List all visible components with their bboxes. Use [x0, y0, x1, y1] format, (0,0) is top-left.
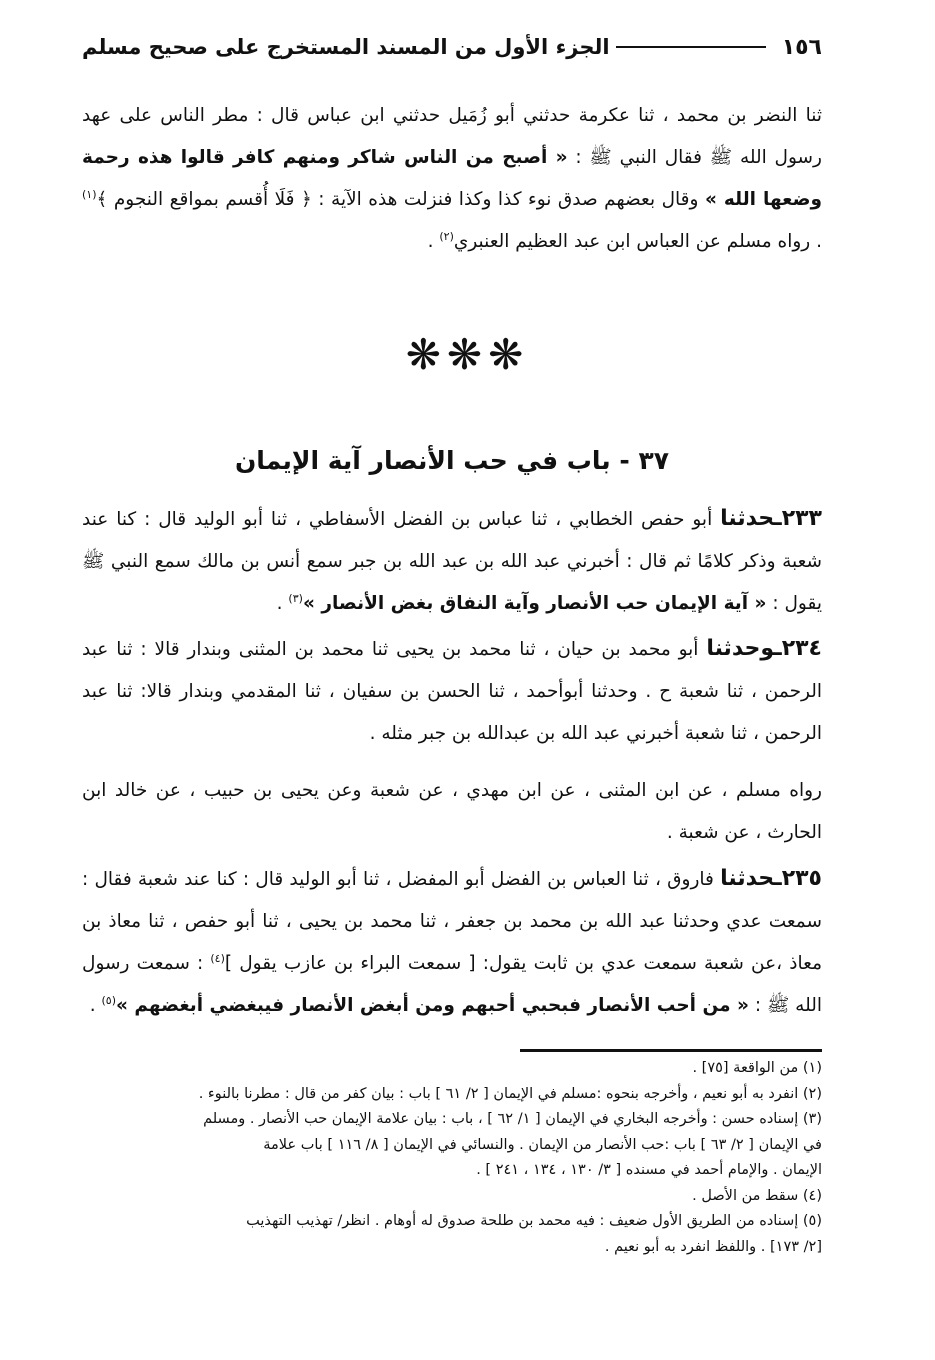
- footnote-rule: [520, 1049, 822, 1052]
- footnote-ref: (١): [82, 187, 97, 201]
- intro-text: وقال بعضهم صدق نوء كذا وكذا فنزلت هذه الآية :: [311, 189, 705, 210]
- footnote-3-continued: في الإيمان [ ٢/ ٦٣ ] باب :حب الأنصار من الإيمان . والنسائي في الإيمان [ ٨/ ١١٦ ] باب علامة: [263, 1136, 822, 1153]
- footnote-5: (٥) إسناده من الطريق الأول ضعيف : فيه محمد بن طلحة صدوق له أوهام . انظر/ تهذيب التهذيب: [246, 1213, 822, 1229]
- header-rule: [616, 46, 766, 48]
- page-header: [82, 28, 822, 66]
- footnote-4: (٤) سقط من الأصل .: [692, 1187, 822, 1204]
- hadith-text: أبو حفص الخطابي ، ثنا عباس بن الفضل الأسفاطي ، ثنا أبو الوليد قال : كنا عند شعبة وذكر كلامًا ثم قال : أخبرني عبد الله بن عبد الله بن جبر سمع أنس بن مالك سمع النبي ﷺ يقول :: [82, 509, 822, 614]
- intro-hadith: « أصبح من الناس شاكر ومنهم كافر قالوا هذه رحمة وضعها الله »: [82, 147, 823, 210]
- hadith-text: أبو محمد بن حيان ، ثنا محمد بن يحيى ثنا محمد بن المثنى وبندار قالا : ثنا عبد الرحمن ، ثنا شعبة ح . وحدثنا أبوأحمد ، ثنا الحسن بن سفيان ، ثنا المقدمي وبندار قالا: ثنا عبد الرحمن ، ثنا شعبة أخبرني عبد الله بن عبدالله بن جبر مثله .: [82, 639, 822, 744]
- running-title: الجزء الأول من المسند المستخرج على صحيح مسلم: [82, 35, 610, 59]
- hadith-233: [82, 498, 822, 625]
- hadith-234: [82, 628, 822, 755]
- footnote-ref: (٣): [288, 591, 303, 605]
- chapter-title: ٣٧ - باب في حب الأنصار آية الإيمان: [234, 446, 670, 475]
- footnote-1: (١) من الواقعة [٧٥] .: [692, 1060, 822, 1076]
- hadith-text: فاروق ، ثنا العباس بن الفضل أبو المفضل ، ثنا أبو الوليد قال : كنا عند شعبة فقال : سمعت عدي وحدثنا عبد الله بن محمد بن جعفر ، ثنا محمد بن يحيى ، ثنا أبو حفص ، ثنا معاذ بن معاذ ،عن شعبة سمعت عدي بن ثابت يقول: [ سمعت البراء بن عازب يقول ]: [82, 869, 822, 974]
- intro-text: . رواه مسلم عن العباس ابن عبد العظيم العنبري: [453, 231, 822, 252]
- footnote-5-continued: [٢/ ١٧٣] . واللفظ انفرد به أبو نعيم .: [604, 1238, 822, 1255]
- intro-text: .: [427, 231, 440, 252]
- intro-text: ثنا النضر بن محمد ، ثنا عكرمة حدثني أبو زُمَيل حدثني ابن عباس قال : مطر الناس على عهد رسول الله ﷺ فقال النبي ﷺ :: [82, 105, 822, 168]
- footnote-3: (٣) إسناده حسن : وأخرجه البخاري في الإيمان [ ١/ ٦٢ ] ، باب : بيان علامة الإيمان حب الأنصار . ومسلم: [203, 1111, 822, 1127]
- hadith-235: [82, 858, 822, 1027]
- page-number: ١٥٦: [781, 34, 822, 60]
- footnote-ref: (٢): [439, 229, 454, 243]
- riwaya-text: رواه مسلم ، عن ابن المثنى ، عن ابن مهدي ، عن شعبة وعن يحيى بن حبيب ، عن خالد ابن الحارث ، عن شعبة .: [82, 780, 822, 843]
- riwaya-paragraph: [82, 770, 822, 854]
- hadith-matn: « آية الإيمان حب الأنصار وآية النفاق بغض الأنصار »: [302, 593, 767, 614]
- hadith-number: ٢٣٣ـ: [774, 506, 822, 531]
- hadith-text: : سمعت رسول الله ﷺ :: [82, 953, 822, 1016]
- hadith-matn: « من أحب الأنصار فبحبي أحبهم ومن أبغض الأنصار فيبغضي أبغضهم »: [115, 995, 749, 1016]
- intro-paragraph: [82, 95, 822, 263]
- section-separator: ❋❋❋: [405, 330, 530, 379]
- hadith-keyword: حدثنا: [720, 506, 775, 531]
- hadith-number: ٢٣٤ـ: [774, 636, 822, 661]
- hadith-text: .: [276, 593, 289, 614]
- hadith-keyword: حدثنا: [720, 866, 775, 891]
- footnotes: [82, 1056, 822, 1260]
- footnote-ref: (٥): [101, 993, 116, 1007]
- hadith-text: .: [89, 995, 102, 1016]
- hadith-keyword: وحدثنا: [706, 636, 775, 661]
- hadith-number: ٢٣٥ـ: [774, 866, 822, 891]
- footnote-3-continued: الإيمان . والإمام أحمد في مسنده [ ٣/ ١٣٠ ، ١٣٤ ، ٢٤١ ] .: [476, 1162, 822, 1178]
- footnote-2: (٢) انفرد به أبو نعيم ، وأخرجه بنحوه :مسلم في الإيمان [ ٢/ ٦١ ] باب : بيان كفر من قال : مطرنا بالنوء .: [198, 1085, 822, 1102]
- quran-verse: ﴿ فَلَا أُقسم بمواقع النجوم ﴾: [96, 189, 312, 210]
- footnote-ref: (٤): [210, 951, 225, 965]
